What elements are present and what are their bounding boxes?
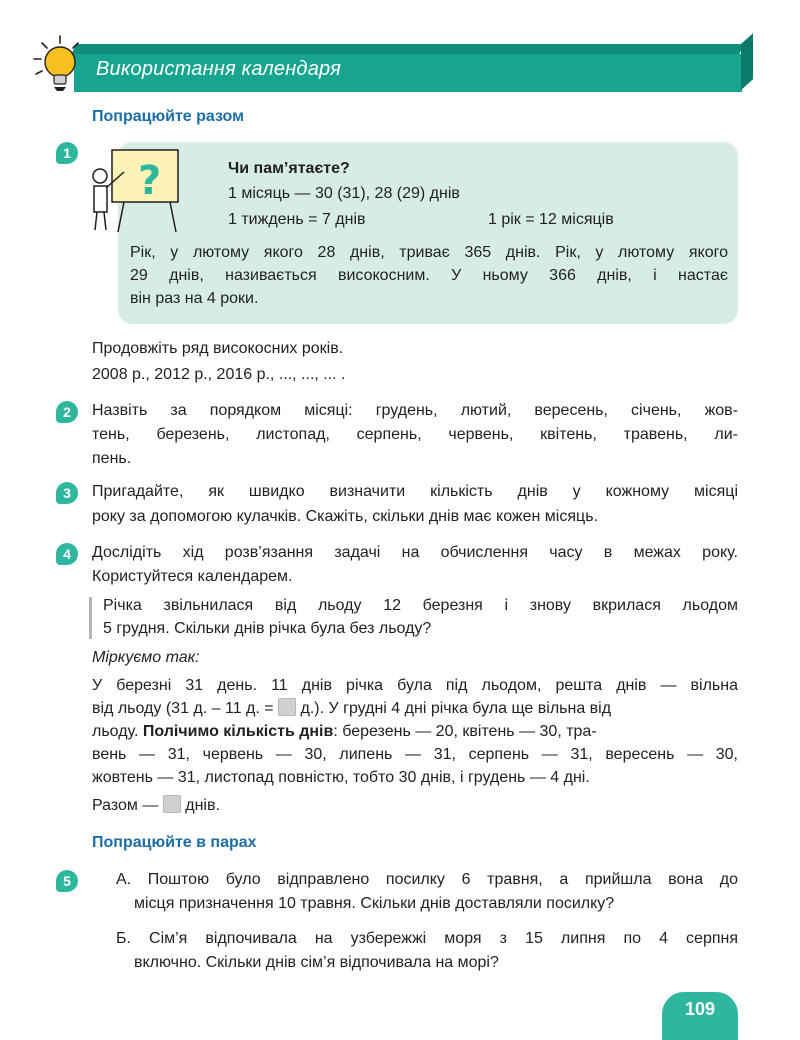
total-line (92, 795, 220, 817)
reasoning-label: Міркуємо так: (92, 649, 200, 666)
solution-line (92, 698, 738, 720)
reminder-week: 1 тиждень = 7 днів (228, 211, 366, 228)
leap-year-prompt: Продовжіть ряд високосних років. (92, 340, 344, 357)
solution-text: від льоду (31 д. – 11 д. = (92, 700, 279, 717)
task-text-line: Б. Сім’я відпочивала на узбережжі моря з 15 липня по 4 серпня (116, 930, 738, 947)
section-heading-together: Попрацюйте разом (92, 108, 244, 125)
section-heading-pairs: Попрацюйте в парах (92, 834, 257, 851)
solution-text: льоду. (92, 723, 143, 740)
task-number-badge: 2 (56, 401, 78, 423)
leap-year-series: 2008 р., 2012 р., 2016 р., ..., ..., ... . (92, 366, 346, 383)
page-number-tab (662, 992, 738, 1040)
task-text-line: Дослідіть хід розв’язання задачі на обчислення часу в межах року. (92, 544, 738, 561)
task-text-line: Користуйтеся календарем. (92, 568, 293, 585)
reminder-title: Чи пам’ятаєте? (228, 160, 350, 177)
section-title: Використання календаря (96, 58, 341, 80)
problem-text-line: Річка звільнилася від льоду 12 березня і знову вкрилася льодом (103, 597, 738, 614)
task-text-line: місця призначення 10 травня. Скільки днів доставляли посилку? (134, 895, 615, 912)
task-text-line: року за допомогою кулачків. Скажіть, скільки днів має кожен місяць. (92, 508, 598, 525)
task-text-line: включно. Скільки днів сім’я відпочивала на морі? (134, 954, 499, 971)
banner-side-face (741, 33, 753, 90)
task-number-badge: 4 (56, 543, 78, 565)
quote-bar (89, 597, 92, 639)
solution-line: вень — 31, червень — 30, липень — 31, серпень — 31, вересень — 30, (92, 746, 738, 763)
solution-line (92, 721, 738, 743)
task-text-line: А. Поштою було відправлено посилку 6 травня, а прийшла вона до (116, 871, 738, 888)
task-text-line: Пригадайте, як швидко визначити кількість днів у кожному місяці (92, 483, 738, 500)
teacher-board-icon (84, 148, 184, 234)
task-number-badge: 5 (56, 870, 78, 892)
solution-line: жовтень — 31, листопад повністю, тобто 30 днів, і грудень — 4 дні. (92, 769, 590, 786)
reminder-month: 1 місяць — 30 (31), 28 (29) днів (228, 185, 460, 202)
solution-bold-text: Полічимо кількість днів (142, 723, 334, 740)
solution-line: У березні 31 день. 11 днів річка була під льодом, решта днів — вільна (92, 677, 738, 694)
task-text-line: пень. (92, 450, 132, 467)
answer-blank[interactable] (278, 698, 296, 716)
reminder-year: 1 рік = 12 місяців (488, 211, 614, 228)
reminder-text-line: 29 днів, називається високосним. У ньому 366 днів, і настає (130, 267, 728, 284)
reminder-text-line: Рік, у лютому якого 28 днів, триває 365 днів. Рік, у лютому якого (130, 244, 728, 261)
total-text: Разом — (92, 797, 163, 814)
answer-blank[interactable] (163, 795, 181, 813)
task-number-badge: 1 (56, 142, 78, 164)
page-number: 109 (684, 999, 716, 1019)
solution-text: : березень — 20, квітень — 30, тра- (333, 723, 597, 740)
task-number-badge: 3 (56, 482, 78, 504)
reminder-text-line: він раз на 4 роки. (130, 290, 259, 307)
task-text-line: тень, березень, листопад, серпень, червень, квітень, травень, ли- (92, 426, 738, 443)
lightbulb-icon (30, 34, 90, 94)
svg-text:?: ? (138, 158, 162, 204)
problem-text-line: 5 грудня. Скільки днів річка була без льоду? (103, 620, 432, 637)
solution-text: д.). У грудні 4 дні річка була ще вільна від (296, 700, 612, 717)
task-text-line: Назвіть за порядком місяці: грудень, лютий, вересень, січень, жов- (92, 402, 738, 419)
total-text: днів. (180, 797, 220, 814)
